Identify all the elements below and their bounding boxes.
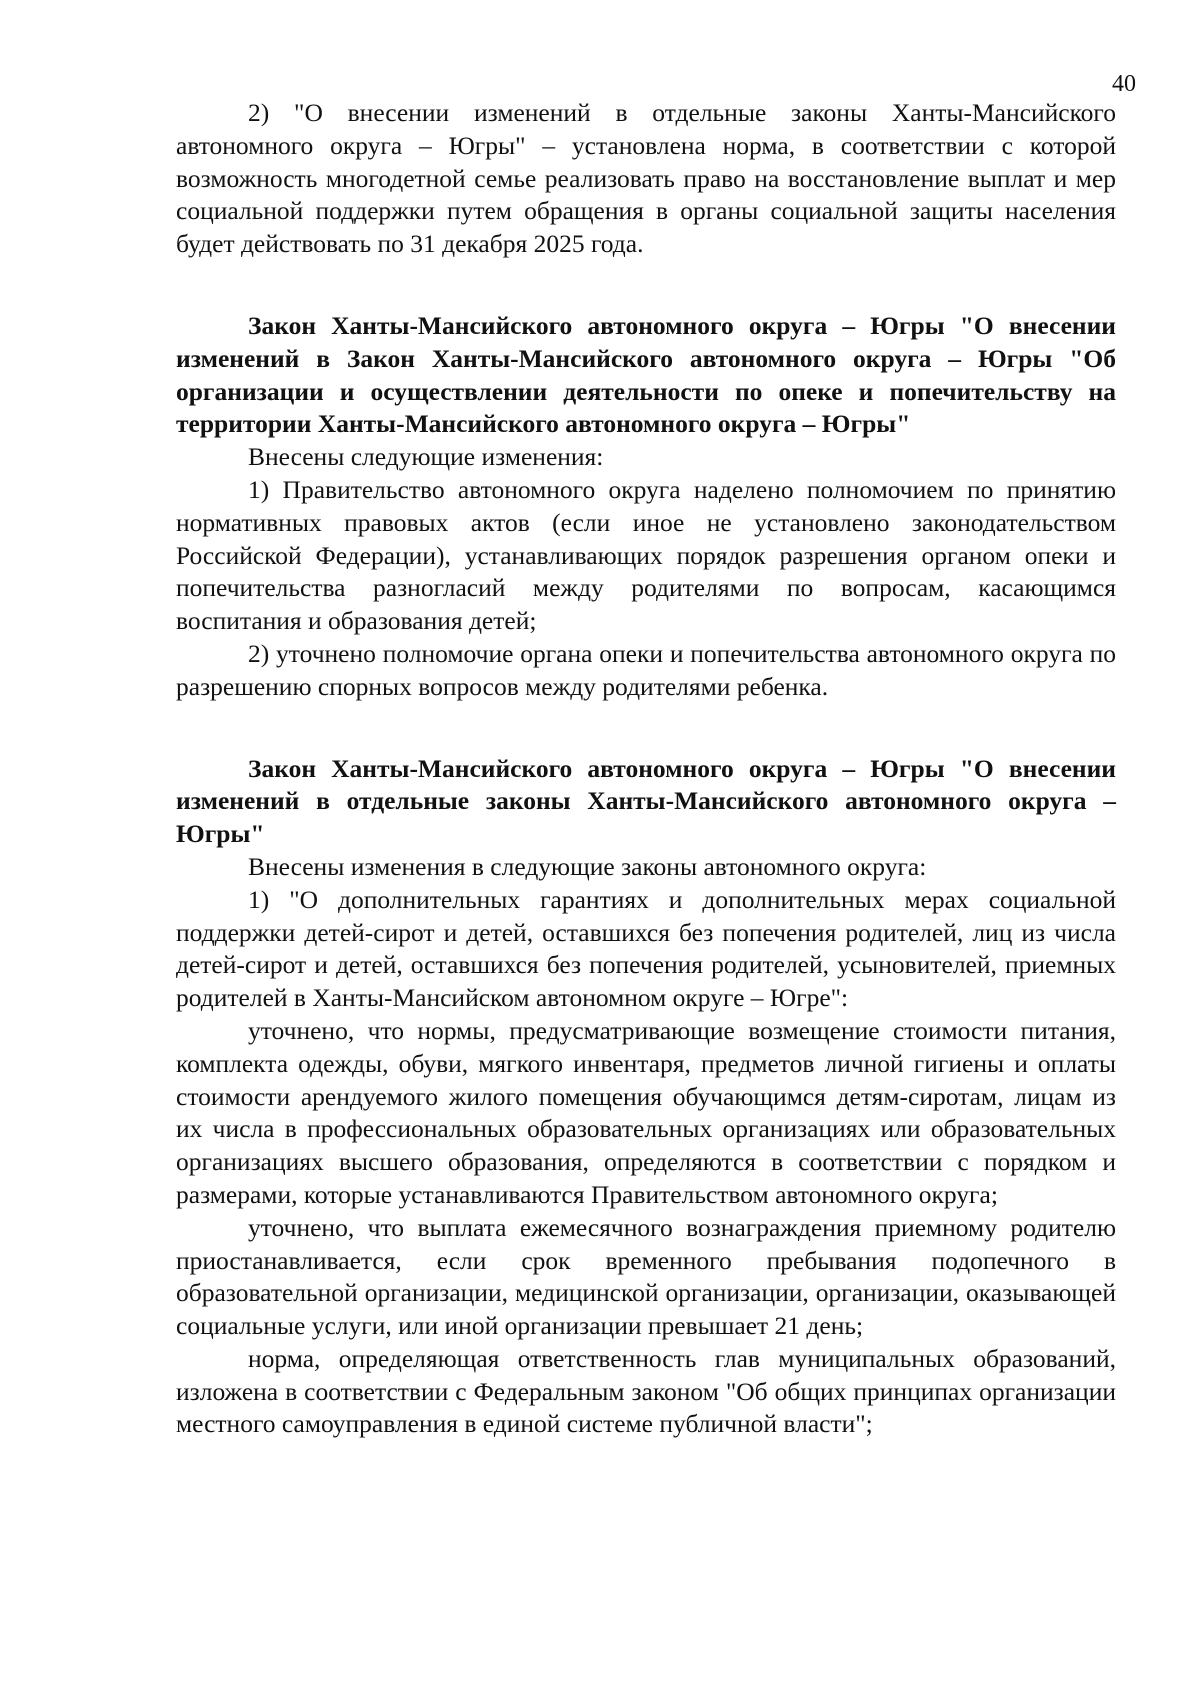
page-number: 40 (1112, 71, 1136, 97)
body-paragraph: Внесены изменения в следующие законы автономного округа: (248, 851, 927, 881)
body-paragraph: 1) Правительство автономного округа наделено полномочием по принятию нормативных правовых актов (если иное не установлено законодательством Российской Федерации), устанавливающих порядок разрешения органом опеки и попечительства разногласий между родителями по вопросам, касающимся воспитания и образования детей; (176, 474, 1116, 636)
law-heading: Закон Ханты-Мансийского автономного округа – Югры "О внесении изменений в отдельные законы Ханты-Мансийского автономного округа – Югры" (176, 753, 1116, 849)
body-paragraph: уточнено, что выплата ежемесячного вознаграждения приемному родителю приостанавливается, если срок временного пребывания подопечного в образовательной организации, медицинской организации, организации, оказывающей социальные услуги, или иной организации превышает 21 день; (176, 1212, 1116, 1341)
section-spacer (176, 704, 1116, 753)
body-paragraph: норма, определяющая ответственность глав муниципальных образований, изложена в соответствии с Федеральным законом "Об общих принципах организации местного самоуправления в единой системе публичной власти"; (176, 1343, 1116, 1439)
body-paragraph: 1) "О дополнительных гарантиях и дополнительных мерах социальной поддержки детей-сирот и детей, оставшихся без попечения родителей, лиц из числа детей-сирот и детей, оставшихся без попечения родителей, усыновителей, приемных родителей в Ханты-Мансийском автономном округе – Югре": (176, 884, 1116, 1013)
body-paragraph: Внесены следующие изменения: (248, 442, 604, 472)
body-paragraph: уточнено, что нормы, предусматривающие возмещение стоимости питания, комплекта одежды, обуви, мягкого инвентаря, предметов личной гигиены и оплаты стоимости арендуемого жилого помещения обучающимся детям-сиротам, лицам из их числа в профессиональных образовательных организациях или образовательных организациях высшего образования, определяются в соответствии с порядком и размерами, которые устанавливаются Правительством автономного округа; (176, 1015, 1116, 1209)
law-heading: Закон Ханты-Мансийского автономного округа – Югры "О внесении изменений в Закон Ханты-Мансийского автономного округа – Югры "Об организации и осуществлении деятельности по опеке и попечительству на территории Ханты-Мансийского автономного округа – Югры" (176, 310, 1116, 439)
body-paragraph: 2) уточнено полномочие органа опеки и попечительства автономного округа по разрешению спорных вопросов между родителями ребенка. (176, 638, 1116, 701)
document-body (176, 97, 1116, 1441)
section-spacer (176, 261, 1116, 310)
body-paragraph: 2) "О внесении изменений в отдельные законы Ханты-Мансийского автономного округа – Югры" – установлена норма, в соответствии с которой возможность многодетной семье реализовать право на восстановление выплат и мер социальной поддержки путем обращения в органы социальной защиты населения будет действовать по 31 декабря 2025 года. (176, 98, 1116, 259)
